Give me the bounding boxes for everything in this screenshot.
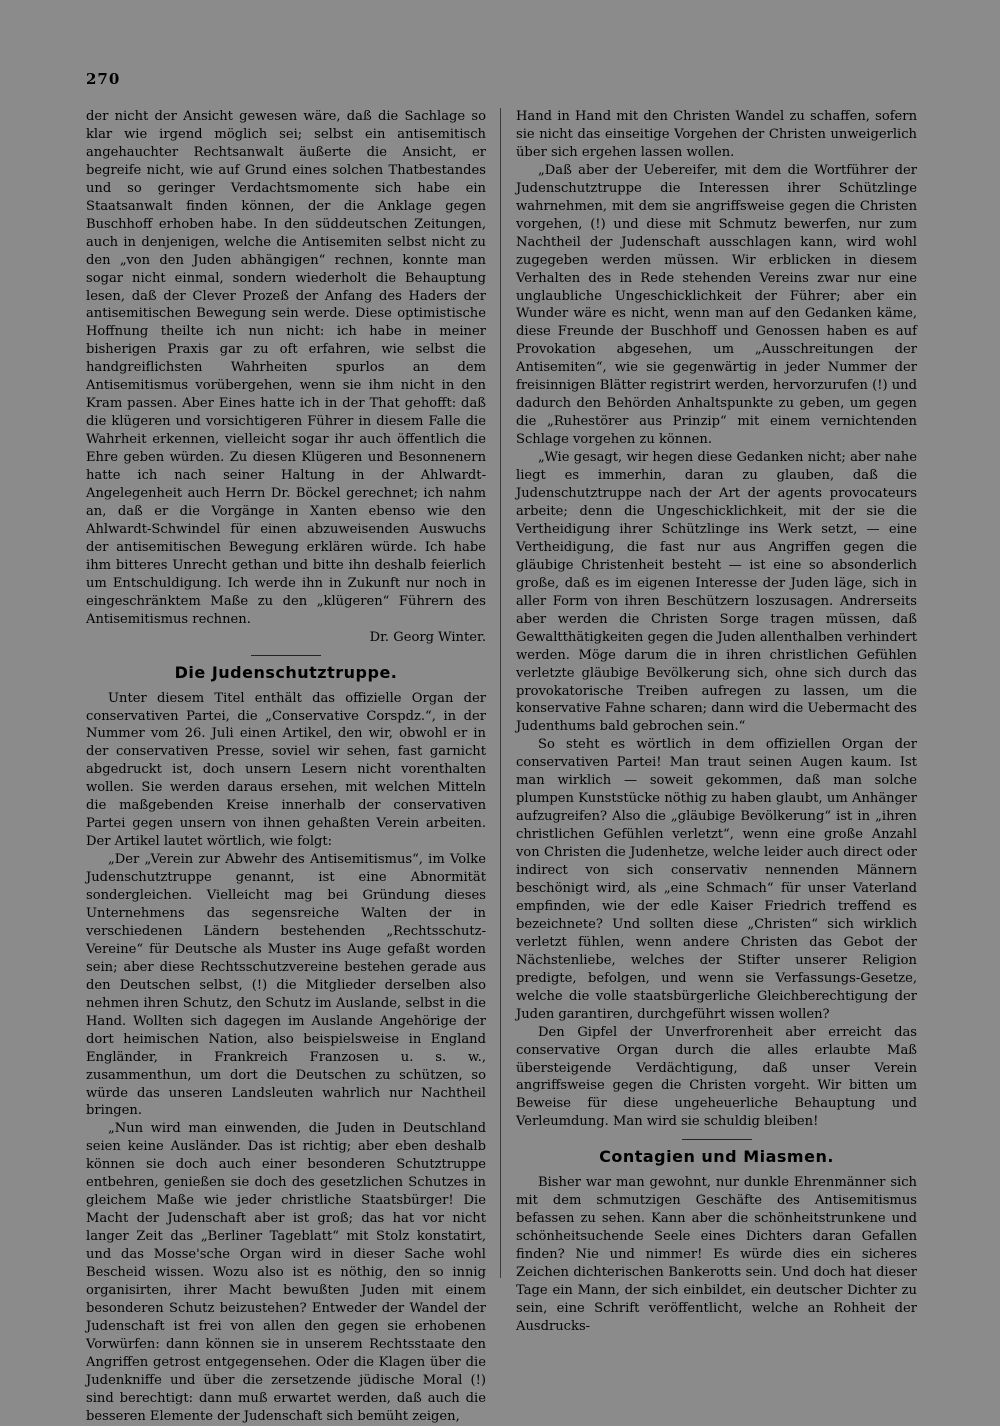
paragraph: „Nun wird man einwenden, die Juden in Deutschland seien keine Ausländer. Das ist richtig; aber eben deshalb können sie doch auch einer besonderen Schutztruppe entbehren, genießen sie doch des gesetzlichen Schutzes in gleichem Maße wie jeder christliche Staatsbürger! Die Macht der Judenschaft aber ist groß; das hat vor nicht langer Zeit das „Berliner Tageblatt“ mit Stolz konstatirt, und das Mosse'sche Organ wird in dieser Sache wohl Bescheid wissen. Wozu also ist es nöthig, den so innig organisirten, ihrer Macht bewußten Juden mit einem besonderen Schutz beizustehen? Entweder der Wandel der Judenschaft ist frei von allen den gegen sie erhobenen Vorwürfen: dann können sie in unserem Rechtsstaate den Angriffen getrost entgegensehen. Oder die Klagen über die Judenkniffe und über die zersetzende jüdische Moral (!) sind berechtigt: dann muß erwartet werden, daß auch die besseren Elemente der Judenschaft sich bemüht zeigen, [86, 1121, 486, 1424]
signature: Dr. Georg Winter. [369, 629, 486, 645]
paragraph: Den Gipfel der Unverfrorenheit aber erreicht das conservative Organ durch die alles erlaubte Maß übersteigende Verdächtigung, daß unser Verein angriffsweise gegen die Christen vorgeht. Wir bitten um Beweise für diese ungeheuerliche Behauptung und Verleumdung. Man wird sie schuldig bleiben! [516, 1024, 917, 1130]
right-column [516, 108, 917, 1336]
column-divider [500, 108, 501, 1278]
paragraph: Bisher war man gewohnt, nur dunkle Ehrenmänner sich mit dem schmutzigen Geschäfte des Antisemitismus befassen zu sehen. Kann aber die schönheitstrunkene und schönheitsuchende Seele eines Dichters daran Gefallen finden? Nie und nimmer! Es würde dies ein sicheres Zeichen dichterischen Bankerotts sein. Und doch hat dieser Tage ein Mann, der sich einbildet, ein deutscher Dichter zu sein, eine Schrift veröffentlicht, welche an Rohheit der Ausdrucks- [516, 1175, 917, 1334]
section-rule [682, 1139, 752, 1140]
left-column [86, 108, 486, 1426]
paragraph: So steht es wörtlich in dem offiziellen Organ der conservativen Partei! Man traut seinen Augen kaum. Ist man wirklich — soweit gekommen, daß man solche plumpen Kunststücke nöthig zu haben glaubt, um Anhänger aufzugreifen? Also die „gläubige Bevölkerung“ ist in „ihren christlichen Gefühlen verletzt“, wenn eine große Anzahl von Christen die Judenhetze, welche leider auch direct oder indirect von sich conservativ nennenden Männern beschönigt wird, als „eine Schmach“ für unser Vaterland empfinden, wie der edle Kaiser Friedrich treffend es bezeichnete? Und sollten diese „Christen“ sich wirklich verletzt fühlen, wenn andere Christen das Gebot der Nächstenliebe, welches der Stifter unserer Religion predigte, befolgen, und wenn sie Verfassungs-Gesetze, welche die volle staatsbürgerliche Gleichberechtigung der Juden garantiren, durchgeführt wissen wollen? [516, 737, 917, 1022]
paragraph: „Daß aber der Uebereifer, mit dem die Wortführer der Judenschutztruppe die Interessen ihrer Schützlinge wahrnehmen, mit dem sie angriffsweise gegen die Christen vorgehen, (!) und diese mit Schmutz bewerfen, nur zum Nachtheil der Judenschaft ausschlagen kann, wird wohl zugegeben werden müssen. Wir erblicken in diesem Verhalten des in Rede stehenden Vereins zwar nur eine unglaubliche Ungeschicklichkeit der Führer; aber ein Wunder wäre es nicht, wenn man auf den Gedanken käme, diese Freunde der Buschhoff und Genossen haben es auf Provokation abgesehen, um „Ausschreitungen der Antisemiten“, wie sie gegenwärtig in jeder Nummer der freisinnigen Blätter registrirt werden, hervorzurufen (!) und dadurch den Behörden Anhaltspunkte zu geben, um gegen die „Ruhestörer aus Prinzip“ mit einem vernichtenden Schlage vorgehen zu können. [516, 162, 917, 448]
paragraph: „Der „Verein zur Abwehr des Antisemitismus“, im Volke Judenschutztruppe genannt, ist eine Abnormität sondergleichen. Vielleicht mag bei Gründung dieses Unternehmens das segensreiche Walten der in verschiedenen Ländern bestehenden „Rechtsschutz-Vereine“ für Deutsche als Muster ins Auge gefaßt worden sein; aber diese Rechtsschutzvereine bestehen gerade aus den Deutschen selbst, (!) die Mitglieder derselben also nehmen ihren Schutz, den Schutz im Auslande, selbst in die Hand. Wollten sich dagegen im Auslande Angehörige der dort heimischen Nation, also beispielsweise in England Engländer, in Frankreich Franzosen u. s. w., zusammenthun, um dort die Deutschen zu schützen, so würde das unseren Landsleuten wahrlich nur Nachtheil bringen. [86, 852, 486, 1119]
paragraph: Unter diesem Titel enthält das offizielle Organ der conservativen Partei, die „Conservative Corspdz.“, in der Nummer vom 26. Juli einen Artikel, den wir, obwohl er in der conservativen Presse, soviel wir sehen, fast garnicht abgedruckt ist, doch unsern Lesern nicht vorenthalten wollen. Sie werden daraus ersehen, mit welchen Mitteln die maßgebenden Kreise innerhalb der conservativen Partei gegen unsern von ihnen gehaßten Verein arbeiten. Der Artikel lautet wörtlich, wie folgt: [86, 690, 486, 850]
page-number: 270 [86, 70, 121, 88]
paragraph: „Wie gesagt, wir hegen diese Gedanken nicht; aber nahe liegt es immerhin, daran zu glauben, daß die Judenschutztruppe nach der Art der agents provocateurs arbeite; denn die Ungeschicklichkeit, mit der sie die Vertheidigung ihrer Schützlinge ins Werk setzt, — eine Vertheidigung, die fast nur aus Angriffen gegen die gläubige Christenheit besteht — ist eine so absonderlich große, daß es im eigenen Interesse der Juden läge, sich in aller Form von ihren Beschützern loszusagen. Andrerseits aber werden die Christen Sorge tragen müssen, daß Gewaltthätigkeiten gegen die Juden allenthalben verhindert werden. Möge darum die in ihren christlichen Gefühlen verletzte gläubige Bevölkerung sich, ohne sich durch das provokatorische Treiben aufregen zu lassen, um die konservative Fahne scharen; dann wird die Uebermacht des Judenthums bald gebrochen sein.“ [516, 450, 917, 735]
paragraph: der nicht der Ansicht gewesen wäre, daß die Sachlage so klar wie irgend möglich sei; selbst ein antisemitisch angehauchter Rechtsanwalt äußerte die Ansicht, er begreife nicht, wie auf Grund eines solchen Thatbestandes und so geringer Verdachtsmomente sich habe ein Staatsanwalt finden können, der die Anklage gegen Buschhoff erhoben habe. In den süddeutschen Zeitungen, auch in denjenigen, welche die Antisemiten selbst nicht zu den „von den Juden abhängigen“ rechnen, konnte man sogar nicht einmal, sondern wiederholt die Behauptung lesen, daß der Clever Prozeß der Anfang des Haders der antisemitischen Bewegung sein werde. Diese optimistische Hoffnung theilte ich nun nicht: ich habe in meiner bisherigen Praxis gar zu oft erfahren, wie selbst die handgreiflichsten Wahrheiten spurlos an dem Antisemitismus vorübergehen, wenn sie ihm nicht in den Kram passen. Aber Eines hatte ich in der That gehofft: daß die klügeren und vorsichtigeren Führer in diesem Falle die Wahrheit erkennen, vielleicht sogar ihr auch öffentlich die Ehre geben würden. Zu diesen Klügeren und Besonnenern hatte ich nach seiner Haltung in der Ahlwardt-Angelegenheit auch Herrn Dr. Böckel gerechnet; ich nahm an, daß er die Vorgänge in Xanten ebenso wie den Ahlwardt-Schwindel für einen abzuweisenden Auswuchs der antisemitischen Bewegung erklären würde. Ich habe ihm bitteres Unrecht gethan und bitte ihn deshalb feierlich um Entschuldigung. Ich werde ihn in Zukunft nur noch in eingeschränktem Maße zu den „klügeren“ Führern des Antisemitismus rechnen. [86, 109, 486, 627]
paragraph: Hand in Hand mit den Christen Wandel zu schaffen, sofern sie nicht das einseitige Vorgehen der Christen unweigerlich über sich ergehen lassen wollen. [516, 109, 917, 160]
section-heading: Contagien und Miasmen. [599, 1147, 834, 1167]
section-heading: Die Judenschutztruppe. [174, 662, 398, 682]
section-rule [251, 655, 321, 656]
